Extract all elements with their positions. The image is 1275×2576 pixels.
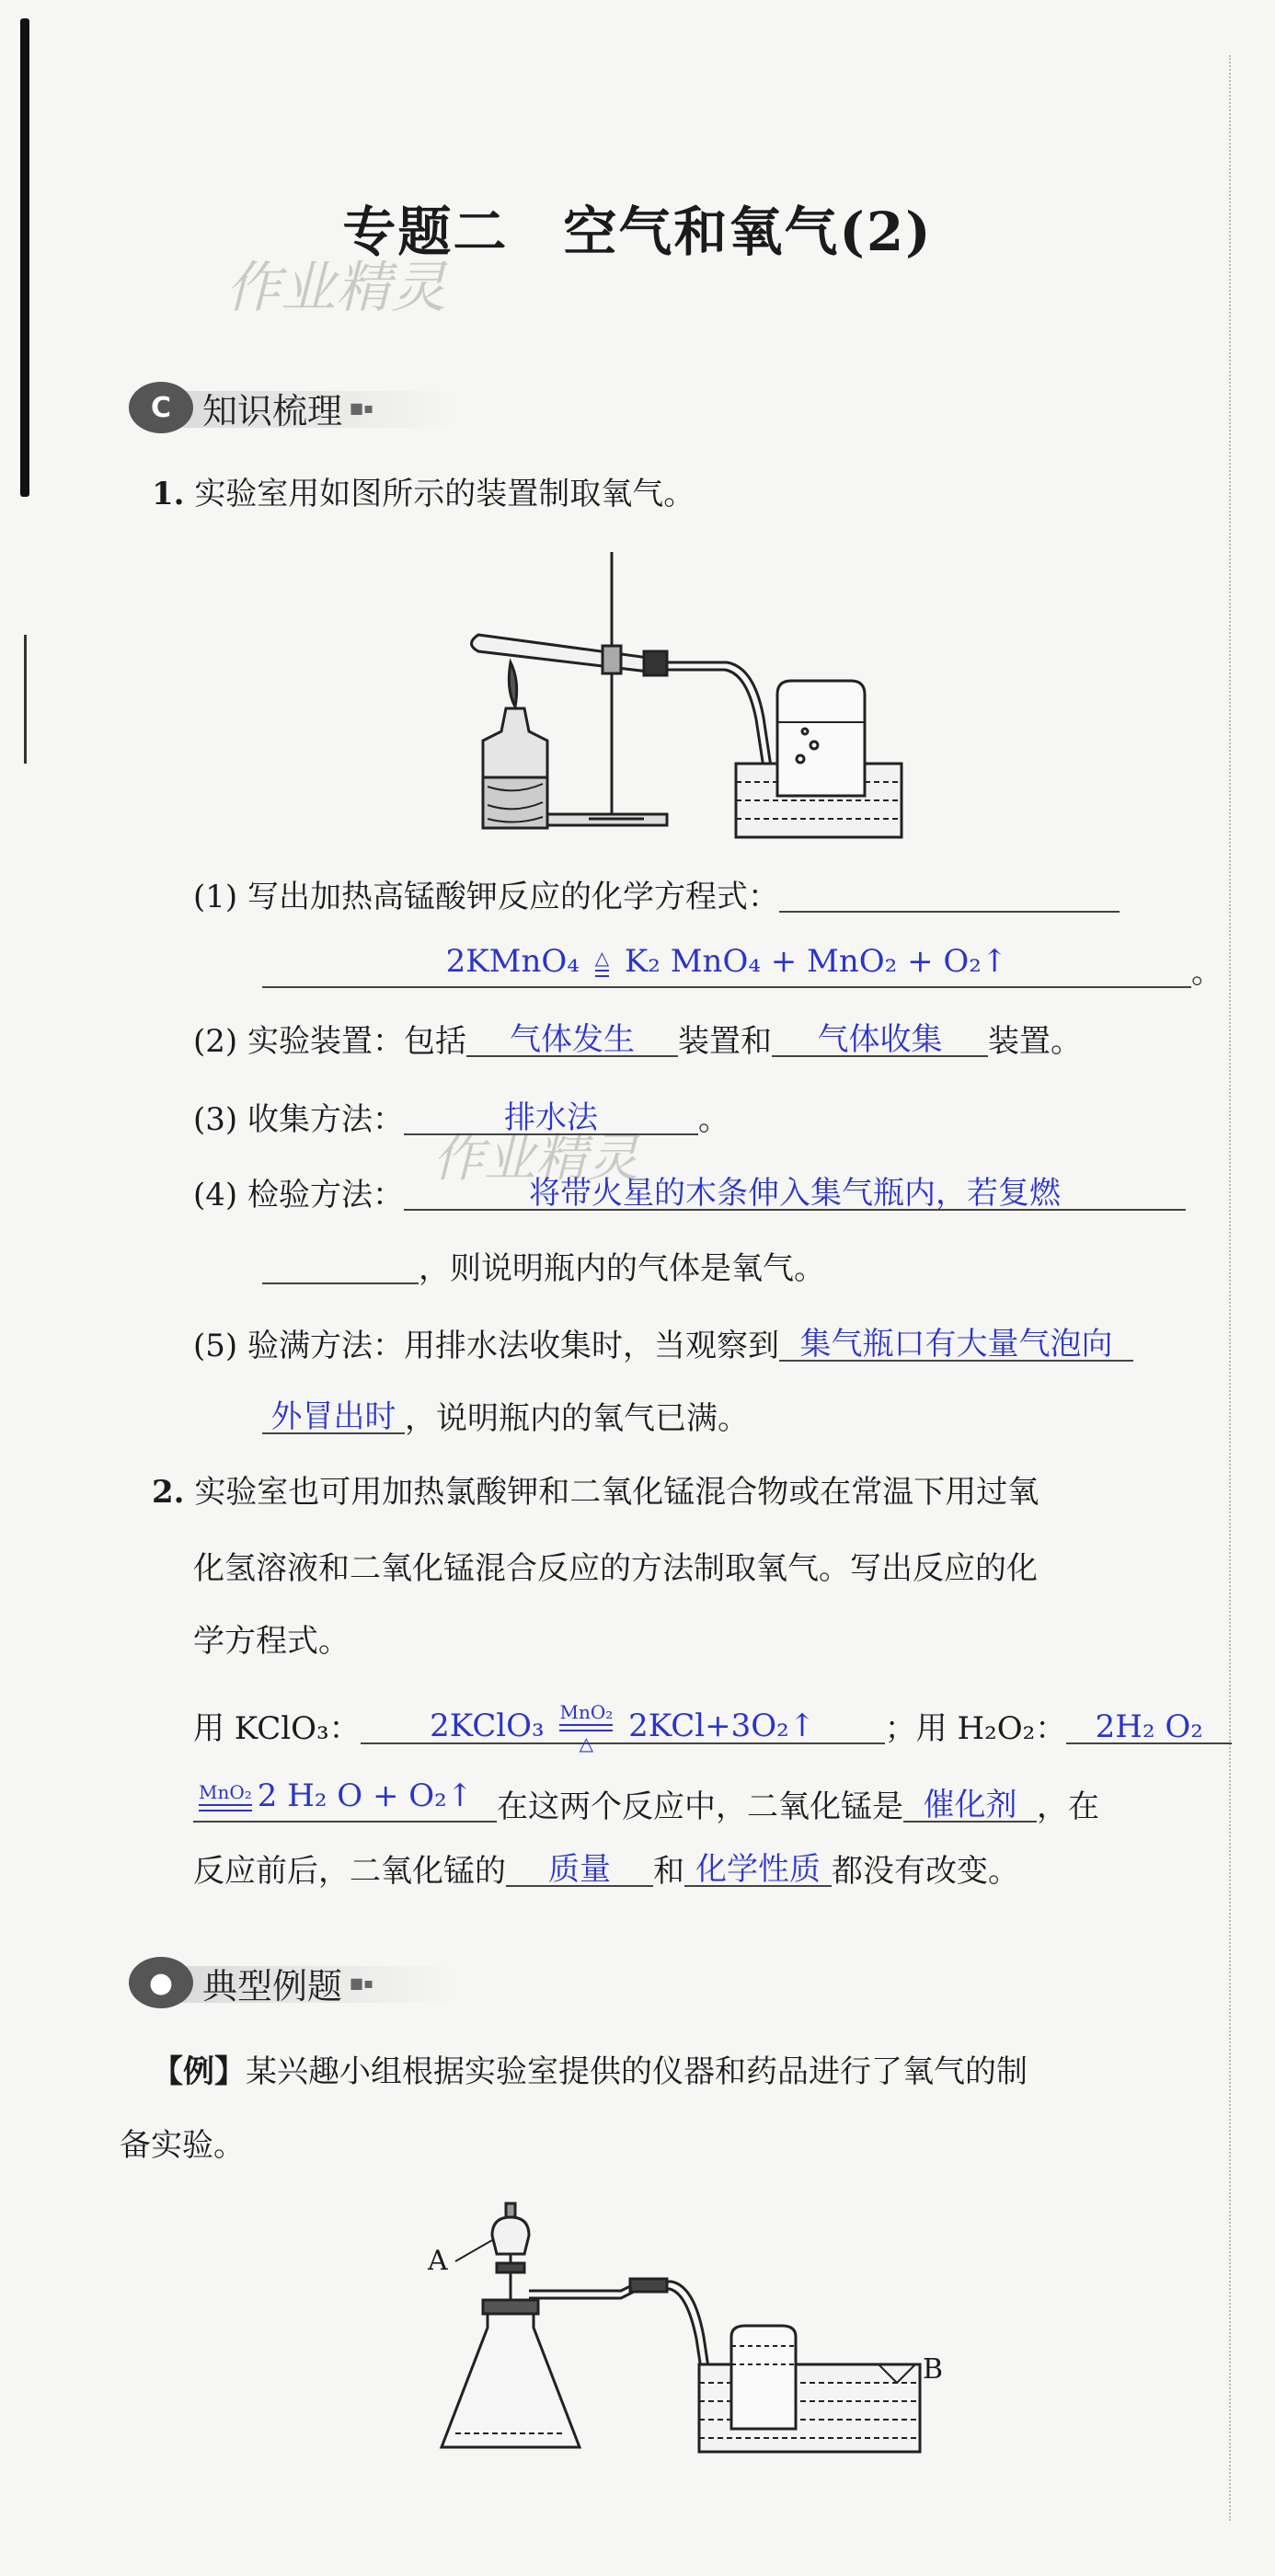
example-line2: 备实验。 [120,2127,245,2164]
label-a: A [428,2245,448,2277]
section-label: 知识梳理 [202,390,343,431]
reaction-condition: MnO₂ [199,1782,252,1813]
watermark: 作业精灵 [225,256,446,320]
oxygen-decomposition-apparatus-figure [419,2199,934,2466]
label-b: B [923,2353,944,2386]
equation-blank[interactable]: 2KMnO₄ △ K₂ MnO₄ + MnO₂ + O₂↑ [262,946,1191,988]
section-header-examples [129,1957,373,2008]
q1-part2: (2) 实验装置：包括 气体发生 装置和 气体收集 装置。 [193,1021,1082,1060]
reaction-condition: △ [595,948,609,979]
question-2-line5: MnO₂ 2 H₂ O + O₂↑ 在这两个反应中，二氧化锰是 催化剂 ，在 [193,1780,1099,1823]
section-header-knowledge [129,382,373,433]
question-2-line6: 反应前后，二氧化锰的 质量 和 化学性质 都没有改变。 [193,1851,1019,1890]
h2o2-equation-cont[interactable]: MnO₂ 2 H₂ O + O₂↑ [193,1780,497,1823]
question-2-line2: 化氢溶液和二氧化锰混合反应的方法制取氧气。写出反应的化 [193,1550,1038,1587]
answer-full-check[interactable]: 集气瓶口有大量气泡向 [779,1328,1133,1362]
page-title: 专题二 空气和氧气(2) [342,201,933,263]
q1-part5: (5) 验满方法：用排水法收集时，当观察到 集气瓶口有大量气泡向 [193,1328,1133,1362]
answer-gas-generation[interactable]: 气体发生 [466,1024,678,1057]
answer-test-method[interactable]: 将带火星的木条伸入集气瓶内，若复燃 [404,1178,1186,1211]
q1-part5-cont: 外冒出时 ，说明瓶内的氧气已满。 [262,1401,749,1434]
answer-catalyst[interactable]: 催化剂 [903,1789,1037,1823]
answer-full-check-2[interactable]: 外冒出时 [262,1401,405,1434]
answer-gas-collection[interactable]: 气体收集 [772,1024,988,1057]
q1-part3: (3) 收集方法： 排水法 。 [193,1099,729,1138]
watermark-2: 作业精灵 [432,1129,638,1189]
answer-blank[interactable] [262,1255,419,1284]
margin-dotted-line [1229,55,1231,2521]
answer-collection-method[interactable]: 排水法 [404,1102,698,1135]
section-c-icon: C [129,382,193,433]
q1-part1-answer-line: 2KMnO₄ △ K₂ MnO₄ + MnO₂ + O₂↑ 。 [262,946,1223,988]
answer-mass[interactable]: 质量 [506,1854,653,1887]
question-1-stem: 1. 实验室用如图所示的装置制取氧气。 [152,476,695,512]
reaction-condition: MnO₂ △ [559,1701,614,1754]
kclo3-equation-blank[interactable]: 2KClO₃ MnO₂ △ 2KCl+3O₂↑ [361,1702,885,1744]
page-binding-mark [24,635,27,764]
section-head-icon: ● [129,1957,193,2008]
decorative-squares-icon: ■▪ [350,1973,373,1992]
decorative-squares-icon: ■▪ [350,398,373,417]
q1-part4-cont: ，则说明瓶内的气体是氧气。 [262,1253,825,1284]
oxygen-heating-apparatus-figure [460,543,911,846]
question-2-line3: 学方程式。 [193,1623,350,1660]
h2o2-equation-blank[interactable]: 2H₂ O₂ [1066,1711,1232,1744]
answer-chemical-property[interactable]: 化学性质 [684,1854,832,1887]
example-line1: 【例】某兴趣小组根据实验室提供的仪器和药品进行了氧气的制 [152,2053,1028,2090]
q1-part4: (4) 检验方法： 将带火星的木条伸入集气瓶内，若复燃 [193,1178,1186,1211]
q1-part1-prompt: (1) 写出加热高锰酸钾反应的化学方程式： [193,881,1120,913]
question-2-equations: 用 KClO₃： 2KClO₃ MnO₂ △ 2KCl+3O₂↑ ；用 H₂O₂： 2H₂ O₂ [193,1702,1232,1744]
answer-blank[interactable] [779,883,1120,913]
section-label: 典型例题 [202,1965,343,2007]
question-2-line1: 2. 实验室也可用加热氯酸钾和二氧化锰混合物或在常温下用过氧 [152,1474,1040,1511]
